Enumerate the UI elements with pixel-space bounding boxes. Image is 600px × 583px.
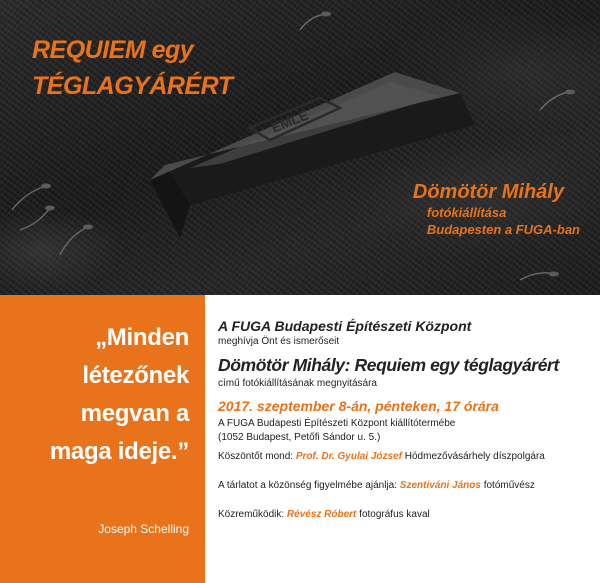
coop-credit <box>218 508 593 522</box>
artist-sub1: fotókiállítása <box>426 205 507 220</box>
exhibition-title: Dömötör Mihály: Requiem egy téglagyárért <box>218 355 559 375</box>
quote-text <box>50 319 189 471</box>
opening-name: Szentiváni János <box>399 480 481 491</box>
opening-credit <box>218 479 593 493</box>
photo-title-line1: REQUIEM egy <box>32 36 194 64</box>
coop-role: fotográfus kaval <box>359 509 430 520</box>
artist-name: Dömötör Mihály <box>412 181 564 203</box>
event-date: 2017. szeptember 8-án, pénteken, 17 órára <box>218 398 499 414</box>
photo-title <box>32 32 233 104</box>
artist-sub2: Budapesten a FUGA-ban <box>426 222 580 237</box>
invitation <box>218 318 593 522</box>
coop-name: Révész Róbert <box>286 509 357 520</box>
quote-panel <box>0 295 205 583</box>
venue-line2: (1052 Budapest, Petőfi Sándor u. 5.) <box>218 432 381 443</box>
quote-line3: megvan a <box>80 400 189 427</box>
invitation-invites: meghívja Önt és ismerőseit <box>218 336 340 347</box>
greeting-name: Prof. Dr. Gyulai József <box>295 451 402 462</box>
photo-title-line2: TÉGLAGYÁRÉRT <box>32 72 233 100</box>
quote-line2: létezőnek <box>82 362 189 389</box>
greeting-role: Hódmezővásárhely díszpolgára <box>404 451 545 462</box>
venue-line1: A FUGA Budapesti Építészeti Központ kiállítótermébe <box>218 418 456 429</box>
quote-author: Joseph Schelling <box>98 522 189 536</box>
greeting-label: Köszöntőt mond: <box>218 451 294 462</box>
opening-label: A tárlatot a közönség figyelmébe ajánlja: <box>218 480 397 491</box>
exhibition-subtitle: című fotókiállításának megnyitására <box>218 378 377 389</box>
brick-stamp-text: EMLÉ <box>268 106 311 136</box>
coop-label: Közreműködik: <box>218 509 285 520</box>
artist-block <box>413 180 580 238</box>
quote-line1: „Minden <box>95 324 189 351</box>
opening-role: fotóművész <box>483 480 535 491</box>
quote-line4: maga ideje.” <box>49 438 189 465</box>
greeting-credit <box>218 450 593 464</box>
invitation-org: A FUGA Budapesti Építészeti Központ <box>218 318 472 334</box>
